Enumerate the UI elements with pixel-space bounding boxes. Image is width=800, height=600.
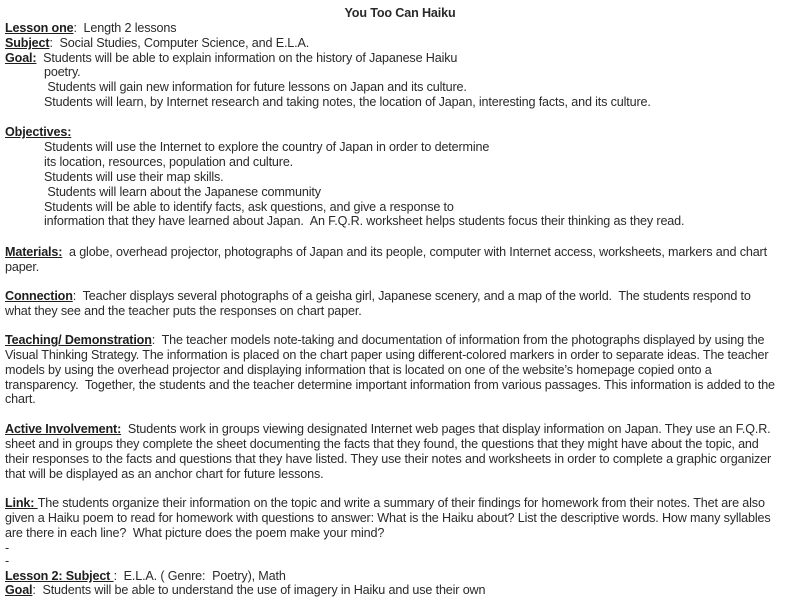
text-line xyxy=(44,155,293,170)
text-line xyxy=(5,392,36,407)
text-line xyxy=(5,467,323,482)
text-line xyxy=(5,569,286,584)
text-line xyxy=(5,378,775,393)
section-label: Active Involvement: xyxy=(5,422,122,436)
line-text: paper. xyxy=(5,260,40,274)
section-label: Goal xyxy=(5,583,33,597)
text-line xyxy=(44,200,454,215)
section-label: Link: xyxy=(5,496,38,510)
line-text: Students will learn, by Internet research and taking notes, the location of Japan, interesting facts, and its culture. xyxy=(44,95,651,109)
section-label: Lesson one xyxy=(5,21,74,35)
line-text: - xyxy=(5,541,10,555)
line-text: their responses to the facts and questions that they have listed. They use their notes and worksheets in order to complete a graphic organizer xyxy=(5,452,772,466)
section-label: Goal: xyxy=(5,51,37,65)
document-title: You Too Can Haiku xyxy=(344,6,456,20)
text-line xyxy=(5,526,384,541)
text-line xyxy=(5,422,771,437)
line-text: - xyxy=(5,554,10,568)
section-label: Subject xyxy=(5,36,50,50)
line-text: Students will be able to identify facts, ask questions, and give a response to xyxy=(44,200,454,214)
line-text: information that they have learned about Japan. An F.Q.R. worksheet helps students focus their thinking as they read. xyxy=(44,214,685,228)
line-text: chart. xyxy=(5,392,36,406)
line-text: The students organize their information on the topic and write a summary of their findings for homework from their notes. Thet are also xyxy=(37,496,765,510)
line-text: Students will gain new information for future lessons on Japan and its culture. xyxy=(44,80,467,94)
line-text: : E.L.A. ( Genre: Poetry), Math xyxy=(113,569,286,583)
line-text: Students will learn about the Japanese community xyxy=(44,185,321,199)
line-text: what they see and the teacher puts the responses on chart paper. xyxy=(5,304,362,318)
text-line xyxy=(5,125,71,140)
text-line xyxy=(5,289,751,304)
line-text: that will be displayed as an anchor chart for future lessons. xyxy=(5,467,324,481)
section-label: Materials: xyxy=(5,245,63,259)
text-line xyxy=(5,333,764,348)
line-text: Students will use the Internet to explore the country of Japan in order to determine xyxy=(44,140,490,154)
line-text: : Length 2 lessons xyxy=(73,21,177,35)
text-line xyxy=(44,80,467,95)
section-label: Connection xyxy=(5,289,73,303)
line-text: Visual Thinking Strategy. The information is placed on the chart paper using different-colored markers in order to separate ideas. The teacher xyxy=(5,348,769,362)
line-text: sheet and in groups they complete the sheet documenting the facts that they found, the questions that they might have about the topic, and xyxy=(5,437,759,451)
line-text: given a Haiku poem to read for homework with questions to answer: What is the Haiku about? List the descriptive words. How many syllables xyxy=(5,511,771,525)
line-text: are there in each line? What picture does the poem make your mind? xyxy=(5,526,385,540)
section-label: Teaching/ Demonstration xyxy=(5,333,152,347)
text-line xyxy=(44,95,651,110)
line-text: : Students will be able to understand the use of imagery in Haiku and use their own xyxy=(32,583,486,597)
line-text: a globe, overhead projector, photographs of Japan and its people, computer with Internet access, worksheets, markers and chart xyxy=(62,245,767,259)
text-line xyxy=(5,511,771,526)
text-line xyxy=(5,348,768,363)
text-line xyxy=(5,583,485,598)
section-label: Objectives: xyxy=(5,125,72,139)
text-line xyxy=(44,65,81,80)
text-line xyxy=(5,36,309,51)
text-line xyxy=(5,363,712,378)
line-text: : Teacher displays several photographs of a geisha girl, Japanese scenery, and a map of the world. The students respond to xyxy=(72,289,751,303)
text-line xyxy=(5,437,759,452)
text-line xyxy=(5,452,771,467)
line-text: transparency. Together, the students and the teacher determine important information from various passages. This information is added to the xyxy=(5,378,775,392)
text-line xyxy=(44,214,684,229)
text-line xyxy=(5,21,176,36)
text-line xyxy=(44,170,224,185)
section-label: Lesson 2: Subject xyxy=(5,569,114,583)
line-text: Students will be able to explain information on the history of Japanese Haiku xyxy=(36,51,458,65)
line-text: its location, resources, population and culture. xyxy=(44,155,294,169)
text-line xyxy=(5,51,457,66)
text-line xyxy=(5,245,767,260)
line-text: : The teacher models note-taking and documentation of information from the photographs displayed by using the xyxy=(151,333,765,347)
text-line xyxy=(5,304,362,319)
text-line xyxy=(5,554,9,569)
line-text: poetry. xyxy=(44,65,81,79)
line-text: models by using the overhead projector and displaying information that is located on one of the website’s homepage copied onto a xyxy=(5,363,712,377)
line-text: Students work in groups viewing designated Internet web pages that display information on Japan. They use an F.Q.R. xyxy=(121,422,771,436)
text-line xyxy=(5,260,39,275)
text-line xyxy=(44,140,489,155)
line-text: : Social Studies, Computer Science, and E.L.A. xyxy=(49,36,310,50)
text-line xyxy=(5,496,765,511)
text-line xyxy=(44,185,321,200)
line-text: Students will use their map skills. xyxy=(44,170,224,184)
